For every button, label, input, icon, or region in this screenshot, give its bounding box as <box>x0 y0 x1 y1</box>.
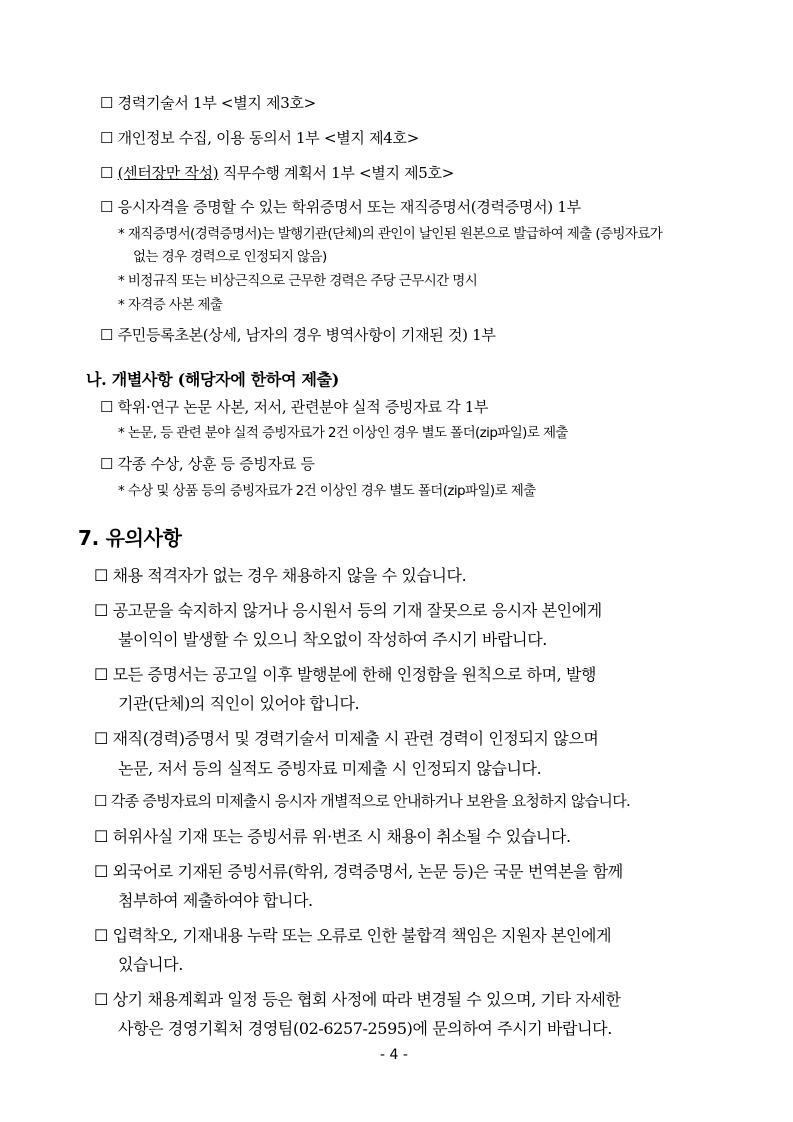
certificate-note-1-cont: 없는 경우 경력으로 인정되지 않음) <box>133 249 327 265</box>
section-na-note-papers: * 논문, 등 관련 분야 실적 증빙자료가 2건 이상인 경우 별도 폴더(zip파일)로 제출 <box>118 425 568 441</box>
job-plan-rest: 직무수행 계획서 1부 <별지 제5호> <box>218 164 454 182</box>
notice-line-3: ☐ 모든 증명서는 공고일 이후 발행분에 한해 인정함을 원칙으로 하며, 발행 <box>94 665 597 684</box>
submit-item-qualification-certificate: ☐ 응시자격을 증명할 수 있는 학위증명서 또는 재직증명서(경력증명서) 1부 <box>100 198 581 216</box>
job-plan-prefix: ☐ <box>100 164 118 182</box>
certificate-note-1: * 재직증명서(경력증명서)는 발행기관(단체)의 관인이 날인된 원본으로 발급하여 제출 (증빙자료가 <box>118 226 663 242</box>
section-na-item-awards: ☐ 각종 수상, 상훈 등 증빙자료 등 <box>100 455 315 473</box>
submit-item-career-description: ☐ 경력기술서 1부 <별지 제3호> <box>100 94 316 112</box>
notice-line-9: ☐ 상기 채용계획과 일정 등은 협회 사정에 따라 변경될 수 있으며, 기타 자세한 <box>94 990 621 1009</box>
notice-line-1: ☐ 채용 적격자가 없는 경우 채용하지 않을 수 있습니다. <box>94 566 467 585</box>
notice-line-8-cont: 있습니다. <box>118 955 183 974</box>
notice-line-4-cont: 논문, 저서 등의 실적도 증빙자료 미제출 시 인정되지 않습니다. <box>118 759 542 778</box>
notice-line-2: ☐ 공고문을 숙지하지 않거나 응시원서 등의 기재 잘못으로 응시자 본인에게 <box>94 601 602 620</box>
notice-line-7: ☐ 외국어로 기재된 증빙서류(학위, 경력증명서, 논문 등)은 국문 번역본을 함께 <box>94 862 623 881</box>
section-na-note-awards: * 수상 및 상품 등의 증빙자료가 2건 이상인 경우 별도 폴더(zip파일)로 제출 <box>118 483 536 499</box>
notice-line-4: ☐ 재직(경력)증명서 및 경력기술서 미제출 시 관련 경력이 인정되지 않으며 <box>94 729 599 748</box>
notice-line-3-cont: 기관(단체)의 직인이 있어야 합니다. <box>118 694 360 713</box>
notice-line-7-cont: 첨부하여 제출하여야 합니다. <box>118 891 313 910</box>
notice-line-9-cont: 사항은 경영기획처 경영팀(02-6257-2595)에 문의하여 주시기 바랍니다. <box>118 1019 612 1038</box>
submit-item-privacy-consent: ☐ 개인정보 수집, 이용 동의서 1부 <별지 제4호> <box>100 129 419 147</box>
submit-item-job-plan <box>100 162 454 183</box>
certificate-note-3: * 자격증 사본 제출 <box>118 297 223 313</box>
section-7-title: 7. 유의사항 <box>78 526 182 550</box>
notice-line-8: ☐ 입력착오, 기재내용 누락 또는 오류로 인한 불합격 책임은 지원자 본인에게 <box>94 926 612 945</box>
section-na-item-papers: ☐ 학위·연구 논문 사본, 저서, 관련분야 실적 증빙자료 각 1부 <box>100 398 489 416</box>
notice-line-5: ☐ 각종 증빙자료의 미제출시 응시자 개별적으로 안내하거나 보완을 요청하지 않습니다. <box>94 792 631 810</box>
job-plan-underlined: (센터장만 작성) <box>117 164 219 182</box>
submit-item-resident-registration: ☐ 주민등록초본(상세, 남자의 경우 병역사항이 기재된 것) 1부 <box>100 326 496 344</box>
section-na-title: 나. 개별사항 (해당자에 한하여 제출) <box>86 370 340 389</box>
notice-line-6: ☐ 허위사실 기재 또는 증빙서류 위·변조 시 채용이 취소될 수 있습니다. <box>94 827 571 846</box>
certificate-note-2: * 비정규직 또는 비상근직으로 근무한 경력은 주당 근무시간 명시 <box>118 273 478 289</box>
notice-line-2-cont: 불이익이 발생할 수 있으니 착오없이 작성하여 주시기 바랍니다. <box>118 630 547 649</box>
page-number: - 4 - <box>380 1047 408 1063</box>
